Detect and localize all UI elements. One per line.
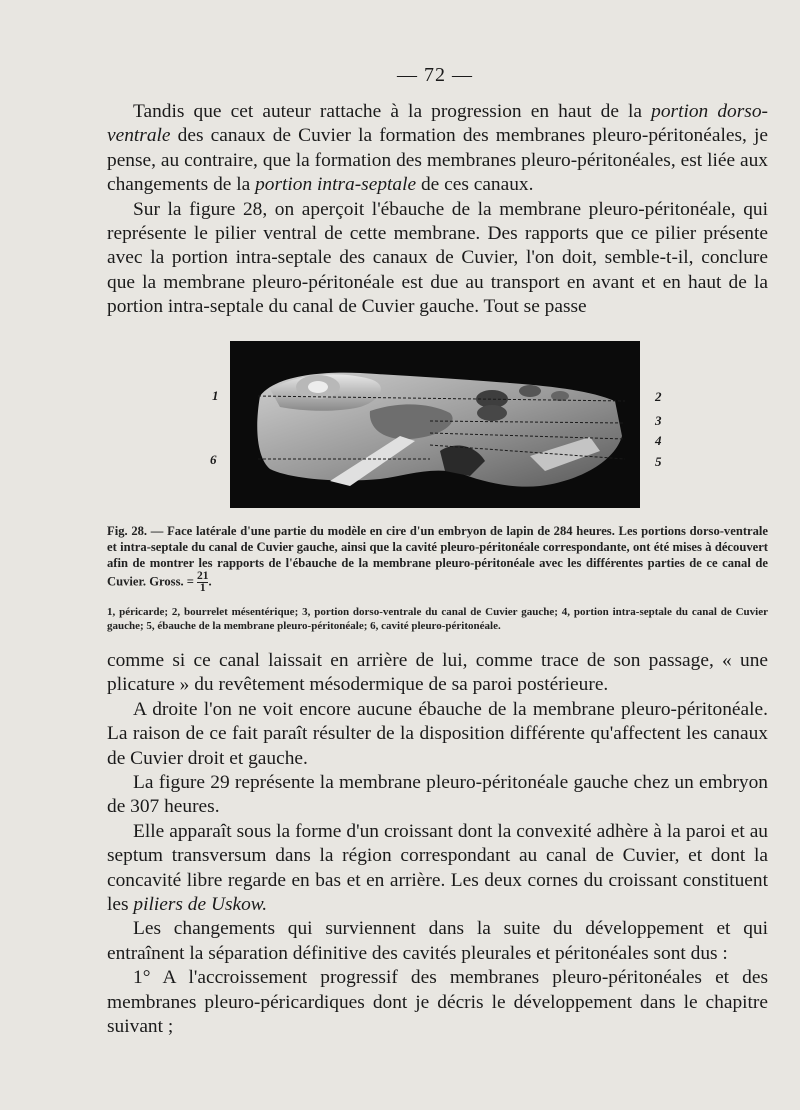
paragraph [107,198,768,320]
fraction-numerator: 21 [196,570,209,583]
text-block-bottom [107,649,768,1040]
text-run: Tandis que cet auteur rattache à la progression en haut de la [133,101,652,122]
italic-run: piliers de Uskow. [133,894,268,916]
text-run: des canaux de Cuvier la formation des membranes pleuro-péritonéales, je pense, au contraire, que la formation des membranes pleuro-péritonéales, est liée aux changements de la [107,125,768,196]
text-run: de ces canaux. [416,174,534,196]
fraction-denominator: 1 [199,582,206,595]
figure-label-2: 2 [655,389,662,404]
paragraph [107,698,768,771]
paragraph [107,820,768,918]
italic-run: portion dorso-ventrale [107,101,768,147]
page-number: — 72 — [397,64,473,86]
figure-label-6: 6 [210,452,217,467]
figure-label-1: 1 [212,388,219,403]
text-run: La figure 29 représente la membrane pleuro-péritonéale gauche chez un embryon de 307 heures. [107,772,768,818]
figure-label-4: 4 [655,433,662,448]
paragraph [107,966,768,1039]
paragraph [107,771,768,820]
text-run: Sur la figure 28, on aperçoit l'ébauche de la membrane pleuro-péritonéale, qui représente le pilier ventral de cette membrane. Des rapports que ce pilier présente avec la portion intra-septale des canaux de Cuvier, l'on doit, semble-t-il, conclure que la membrane pleuro-péritonéale est due au transport en avant et en haut de la portion intra-septale du canal de Cuvier gauche. Tout se passe [107,198,768,318]
figure-28-image [230,341,640,508]
embryo-wax-model-illustration [230,341,640,508]
paragraph [107,100,768,198]
paragraph [107,917,768,966]
italic-run: portion intra-septale [255,174,417,196]
text-run: comme si ce canal laissait en arrière de lui, comme trace de son passage, « une plicature » du revêtement mésodermique de sa paroi postérieure. [107,650,768,696]
magnification-fraction [196,570,212,595]
text-block-top [107,100,768,320]
text-run: 1° A l'accroissement progressif des membranes pleuro-péritonéales et des membranes pleuro-péricardiques dont je décris le développement dans le chapitre suivant ; [107,967,768,1038]
text-run: Les changements qui surviennent dans la suite du développement et qui entraînent la séparation définitive des cavités pleurales et péritonéales sont dus : [107,918,768,964]
caption-end: . [208,574,212,589]
paragraph [107,649,768,698]
figure-caption [107,524,768,634]
text-run: A droite l'on ne voit encore aucune ébauche de la membrane pleuro-péritonéale. La raison de ce fait paraît résulter de la disposition différente qu'affectent les canaux de Cuvier droit et gauche. [107,698,768,769]
caption-main [107,524,768,594]
caption-legend: 1, péricarde; 2, bourrelet mésentérique; 3, portion dorso-ventrale du canal de Cuvier gauche; 4, portion intra-septale du canal de Cuvier gauche; 5, ébauche de la membrane pleuro-péritonéale; 6, cavité pleuro-péritonéale. [107,606,768,632]
text-run: Elle apparaît sous la forme d'un croissant dont la convexité adhère à la paroi et au septum transversum dans la région correspondant au canal de Cuvier, et dont la concavité libre regarde en bas et en arrière. Les deux cornes du croissant constituent les [107,820,768,916]
figure-label-3: 3 [655,413,662,428]
figure-label-5: 5 [655,454,662,469]
caption-main-text: Fig. 28. — Face latérale d'une partie du modèle en cire d'un embryon de lapin de 284 heures. Les portions dorso-ventrale et intra-septale du canal de Cuvier gauche, ainsi que la cavité pleuro-péritonéale correspondante, ont été mises à découvert afin de montrer les rapports de l'ébauche de la membrane pleuro-péritonéale avec les différentes parties de ce canal de Cuvier. Gross. = [107,524,768,589]
